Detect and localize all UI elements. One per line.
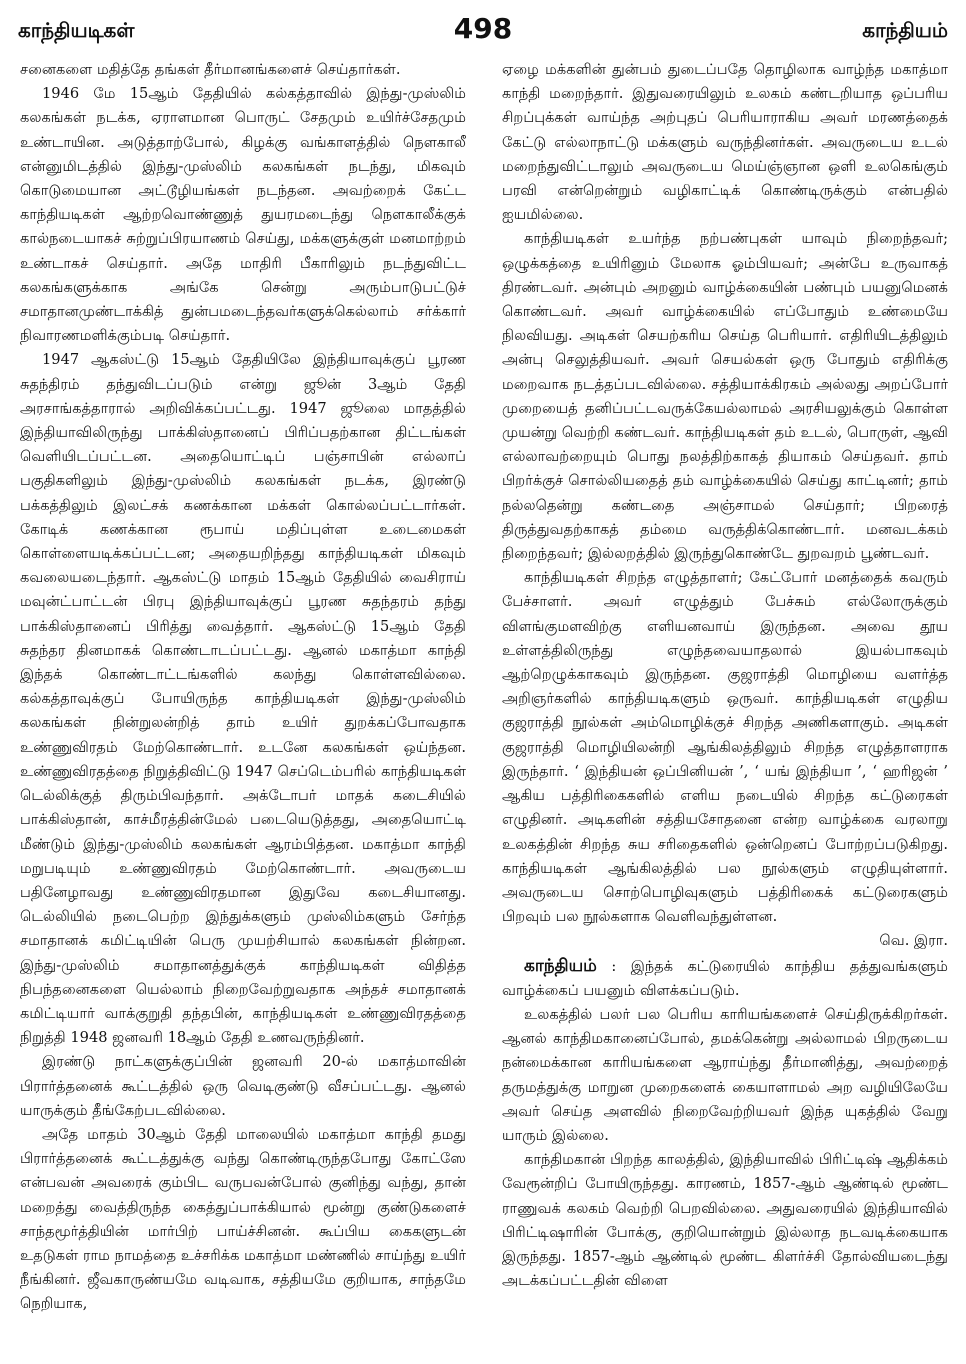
topic-separator: :: [611, 957, 617, 975]
paragraph: ஏழை மக்களின் துன்பம் துடைப்பதே தொழிலாக வாழ்ந்த மகாத்மா காந்தி மறைந்தார். இதுவரையிலும் உலகம் கண்டறியாத ஒப்பரிய சிறப்புக்கள் வாய்ந்த அற்புதப் பெரியாராகிய அவர் மரணத்தைக் கேட்டு எல்லாநாட்டு மக்களும் வருந்தினர்கள். அவருடைய உடல் மறைந்துவிட்டாலும் அவருடைய மெய்ஞ்ஞான ஒளி உலகெங்கும் பரவி என்றென்றும் வழிகாட்டிக் கொண்டிருக்கும் என்பதில் ஐயமில்லை.: [502, 61, 948, 224]
paragraph: உலகத்தில் பலர் பல பெரிய காரியங்களைச் செய்திருக்கிறர்கள். ஆனல் காந்திமகானைப்போல், தமக்கென்று அல்லாமல் பிறருடைய நன்மைக்கான காரியங்களை ஆராய்ந்து தீர்மானித்து, அவற்றைத் தருமத்துக்கு மாறுன முறைகளைக் கையாளாமல் அற வழியிலேயே அவர் செய்த அளவில் நிறைவேற்றியவர் இந்த யுகத்தில் வேறு யாரும் இல்லை.: [502, 1005, 948, 1144]
topic-intro: இந்தக் கட்டுரையில் காந்திய தத்துவங்களும் வாழ்க்கைப் பயனும் விளக்கப்படும்.: [502, 957, 948, 999]
paragraph: காந்தியடிகள் உயர்ந்த நற்பண்புகள் யாவும் நிறைந்தவர்; ஒழுக்கத்தை உயிரினும் மேலாக ஓம்பியவர்; அன்பே உருவாகத் திரண்டவர். அன்பும் அறனும் வாழ்க்கையின் பண்பும் பயனுமெனக் கொண்டவர். அவர் வாழ்க்கையில் எப்போதும் உண்மையே நிலவியது. அடிகள் செயற்கரிய செய்த பெரியார். எதிரியிடத்திலும் அன்பு செலுத்தியவர். அவர் செயல்கள் ஒரு போதும் எதிரிக்கு மறைவாக நடத்தப்படவில்லை. சத்தியாக்கிரகம் அல்லது அறப்போர் முறையைத் தனிப்பட்டவருக்கேயல்லாமல் அரசியலுக்கும் கொள்ள முயன்று வெற்றி கண்டவர். காந்தியடிகள் தம் உடல், பொருள், ஆவி எல்லாவற்றையும் பொது நலத்திற்காகத் தியாகம் செய்தவர். தாம் பிறர்க்குச் சொல்லியதைத் தம் வாழ்க்கையில் செய்து காட்டினர்; தாம் நல்லதென்று கண்டதை அஞ்சாமல் செய்தார்; பிறரைத் திருத்துவதற்காகத் தம்மை வருத்திக்கொண்டார். மனவடக்கம் நிறைந்தவர்; இல்லறத்தில் இருந்துகொண்டே துறவறம் பூண்டவர்.: [502, 230, 948, 563]
running-head-left: காந்தியடிகள்: [18, 18, 135, 42]
running-head-right: காந்தியம்: [862, 18, 948, 42]
page-header: [0, 10, 966, 50]
paragraph: காந்திமகான் பிறந்த காலத்தில், இந்தியாவில் பிரிட்டிஷ் ஆதிக்கம் வேரூன்றிப் போயிருந்தது. காரணம், 1857-ஆம் ஆண்டில் மூண்ட ராணுவக் கலகம் வெற்றி பெறவில்லை. அதுவரையில் இந்தியாவில் பிரிட்டிஷாரின் போக்கு, குறியொன்றும் இல்லாத நடவடிக்கையாக இருந்தது. 1857-ஆம் ஆண்டில் மூண்ட கிளர்ச்சி தோல்வியடைந்து அடக்கப்பட்டதின் விளை: [502, 1151, 948, 1290]
author-signature: வெ. இரா.: [879, 932, 948, 950]
paragraph: 1947 ஆகஸ்ட்டு 15ஆம் தேதியிலே இந்தியாவுக்குப் பூரண சுதந்திரம் தந்துவிடப்படும் என்று ஜூன் 3ஆம் தேதி அரசாங்கத்தாரால் அறிவிக்கப்பட்டது. 1947 ஜூலை மாதத்தில் இந்தியாவிலிருந்து பாக்கிஸ்தானைப் பிரிப்பதற்கான திட்டங்கள் வெளியிடப்பட்டன. அதையொட்டிப் பஞ்சாபின் எல்லாப் பகுதிகளிலும் இந்து-முஸ்லிம் கலகங்கள் நடக்க, இரண்டு பக்கத்திலும் இலட்சக் கணக்கான மக்கள் கொல்லப்பட்டார்கள். கோடிக் கணக்கான ரூபாய் மதிப்புள்ள உடைமைகள் கொள்ளையடிக்கப்பட்டன; அதையறிந்தது காந்தியடிகள் மிகவும் கவலையடைந்தார். ஆகஸ்ட்டு மாதம் 15ஆம் தேதியில் வைசிராய் மவுன்ட்பாட்டன் பிரபு இந்தியாவுக்குப் பூரண சுதந்தரம் தந்து பாக்கிஸ்தானைப் பிரித்து வைத்தார். ஆகஸ்ட்டு 15ஆம் தேதி சுதந்தர தினமாகக் கொண்டாடப்பட்டது. ஆனல் மகாத்மா காந்தி இந்தக் கொண்டாட்டங்களில் கலந்து கொள்ளவில்லை. கல்கத்தாவுக்குப் போயிருந்த காந்தியடிகள் இந்து-முஸ்லிம் கலகங்கள் நின்றுலன்றித் தாம் உயிர் துறக்கப்போவதாக உண்ணுவிரதம் மேற்கொண்டார். உடனே கலகங்கள் ஒய்ந்தன. உண்ணுவிரதத்தை நிறுத்திவிட்டு 1947 செப்டெம்பரில் காந்தியடிகள் டெல்லிக்குத் திரும்பிவந்தார். அக்டோபர் மாதக் கடைசியில் பாக்கிஸ்தான், காச்மீரத்தின்மேல் படையெடுத்தது, அதையொட்டி மீண்டும் இந்து-முஸ்லிம் கலகங்கள் ஆரம்பித்தன. மகாத்மா காந்தி மறுபடியும் உண்ணுவிரதம் மேற்கொண்டார். அவருடைய பதினேழாவது உண்ணுவிரதமான இதுவே கடைசியானது. டெல்லியில் நடைபெற்ற இந்துக்களும் முஸ்லிம்களும் சேர்ந்த சமாதானக் கமிட்டியின் பெரு முயற்சியால் கலகங்கள் நின்றன. இந்து-முஸ்லிம் சமாதானத்துக்குக் காந்தியடிகள் விதித்த நிபந்தனைகளை யெல்லாம் நிறைவேற்றுவதாக அந்தச் சமாதானக் கமிட்டியார் வாக்குறுதி தந்தபின், காந்தியடிகள் உண்ணுவிரதத்தை நிறுத்தி 1948 ஜனவரி 18ஆம் தேதி உணவருந்தினர்.: [20, 351, 466, 1047]
paragraph: அதே மாதம் 30ஆம் தேதி மாலையில் மகாத்மா காந்தி தமது பிரார்த்தனைக் கூட்டத்துக்கு வந்து கொண்டிருந்தபோது கோட்ஸே என்பவன் அவரைக் கும்பிட வருபவன்போல் குனிந்து வந்து, தான் மறைத்து வைத்திருந்த கைத்துப்பாக்கியால் மூன்று குண்டுகளைச் சாந்தமூர்த்தியின் மார்பிற் பாய்ச்சினன். கூப்பிய கைகளுடன் உதடுகள் ராம நாமத்தை உச்சரிக்க மகாத்மா மண்ணில் சாய்ந்து உயிர் நீங்கினர். ஜீவகாருண்யமே வடிவாக, சத்தியமே குறியாக, சாந்தமே நெறியாக,: [20, 1125, 466, 1313]
paragraph: இரண்டு நாட்களுக்குப்பின் ஜனவரி 20-ல் மகாத்மாவின் பிரார்த்தனைக் கூட்டத்தில் ஒரு வெடிகுண்டு வீசப்பட்டது. ஆனல் யாருக்கும் தீங்கேற்படவில்லை.: [20, 1053, 466, 1119]
paragraph: 1946 மே 15ஆம் தேதியில் கல்கத்தாவில் இந்து-முஸ்லிம் கலகங்கள் நடக்க, ஏராளமான பொருட் சேதமும் உயிர்ச்சேதமும் உண்டாயின. அடுத்தாற்போல், கிழக்கு வங்காளத்தில் நௌகாலீ என்னுமிடத்தில் இந்து-முஸ்லிம் கலகங்கள் நடந்து, மிகவும் கொடுமையான அட்டூழியங்கள் நடந்தன. அவற்றைக் கேட்ட காந்தியடிகள் ஆற்றவொண்ணுத் துயரமடைந்து நௌகாலீக்குக் கால்நடையாகச் சுற்றுப்பிரயாணம் செய்து, மக்களுக்குள் மனமாற்றம் உண்டாகச் செய்தார். அதே மாதிரி பீகாரிலும் நடந்துவிட்ட கலகங்களுக்காக அங்கே சென்று அரும்பாடுபட்டுச் சமாதானமுண்டாக்கித் துன்பமடைந்தவர்களுக்கெல்லாம் சர்க்கார் நிவாரணமளிக்கும்படி செய்தார்.: [20, 85, 466, 345]
paragraph: சனைகளை மதித்தே தங்கள் தீர்மானங்களைச் செய்தார்கள்.: [20, 61, 401, 78]
left-column: [20, 58, 466, 1354]
topic-heading-line: [502, 954, 948, 1003]
paragraph: காந்தியடிகள் சிறந்த எழுத்தாளர்; கேட்போர் மனத்தைக் கவரும் பேச்சாளர். அவர் எழுத்தும் பேச்சும் எல்லோருக்கும் விளங்குமளவிற்கு எளியனவாய் இருந்தன. அவை தூய உள்ளத்திலிருந்து எழுந்தவையாதலால் இயல்பாகவும் ஆற்றெழுக்காகவும் இருந்தன. குஜராத்தி மொழியை வளர்த்த அறிஞர்களில் காந்தியடிகளும் ஒருவர். காந்தியடிகள் எழுதிய குஜராத்தி நூல்கள் அம்மொழிக்குச் சிறந்த அணிகளாகும். அடிகள் குஜராத்தி மொழியிலன்றி ஆங்கிலத்திலும் சிறந்த எழுத்தாளராக இருந்தார். ‘ இந்தியன் ஒப்பினியன் ’, ‘ யங் இந்தியா ’, ‘ ஹரிஜன் ’ ஆகிய பத்திரிகைகளில் எளிய நடையில் சிறந்த கட்டுரைகள் எழுதினர். அடிகளின் சத்தியசோதனை என்ற வாழ்க்கை வரலாறு உலகத்தின் சிறந்த சுய சரிதைகளில் ஒன்றெனப் போற்றப்படுகிறது. காந்தியடிகள் ஆங்கிலத்தில் பல நூல்களும் எழுதியுள்ளார். அவருடைய சொற்பொழிவுகளும் பத்திரிகைக் கட்டுரைகளும் பிறவும் பல நூல்களாக வெளிவந்துள்ளன.: [502, 569, 948, 926]
right-column: [502, 58, 948, 1354]
page-number: 498: [453, 12, 513, 45]
topic-title: காந்தியம்: [524, 955, 597, 976]
